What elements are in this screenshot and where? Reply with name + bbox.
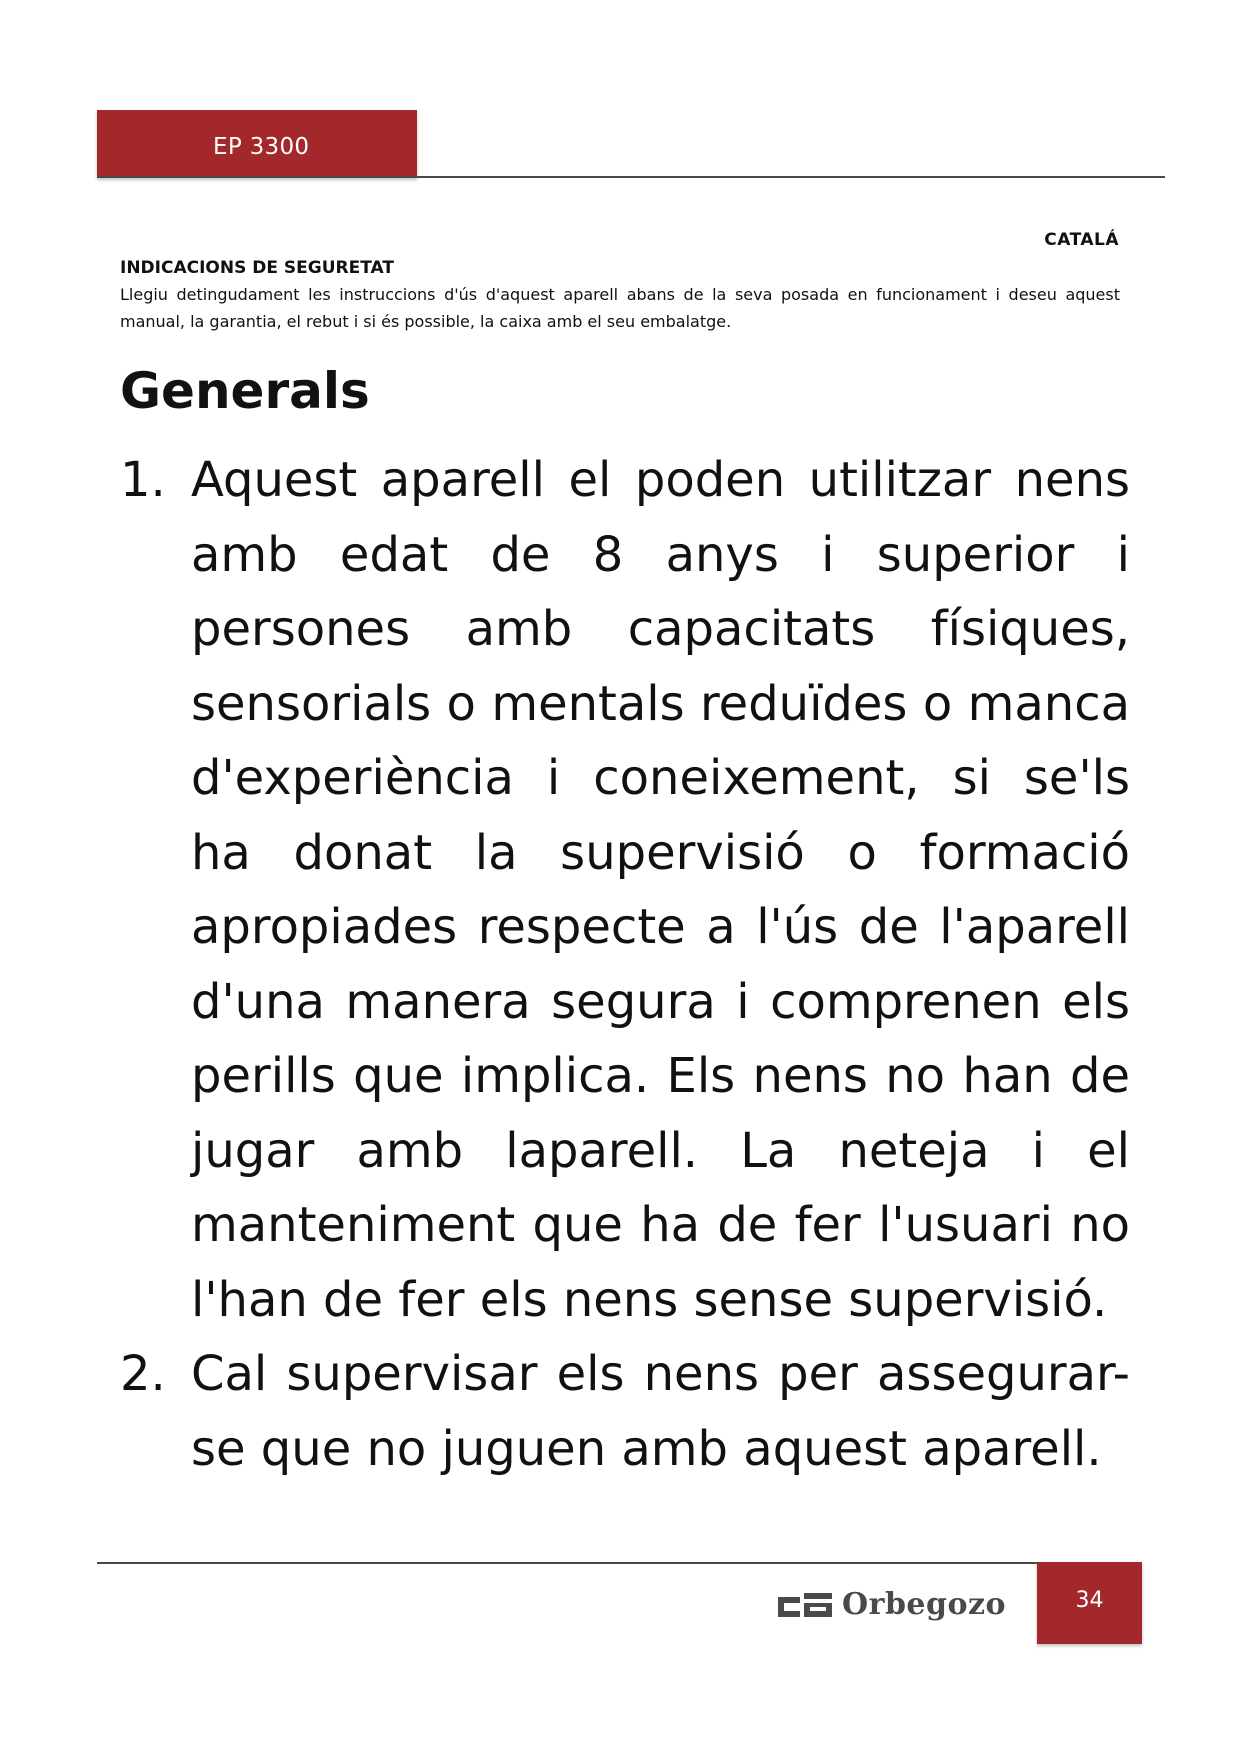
safety-rules-list [120,443,1130,1486]
safety-intro: Llegiu detingudament les instruccions d'ús d'aquest aparell abans de la seva posada en funcionament i deseu aquest manual, la garantia, el rebut i si és possible, la caixa amb el seu embalatge. [120,285,1120,331]
safety-title: INDICACIONS DE SEGURETAT [120,258,394,278]
list-item [120,1337,1130,1486]
model-label: EP 3300 [213,134,310,160]
list-item-text: Cal supervisar els nens per assegurar-se que no juguen amb aquest aparell. [191,1346,1130,1477]
list-item-number: 2. [120,1346,166,1402]
brand-logo [778,1587,1018,1631]
section-title: Generals [120,362,370,420]
list-item [120,443,1130,1337]
header-divider [97,176,1165,178]
page-number: 34 [1075,1588,1104,1613]
list-item-text: Aquest aparell el poden utilitzar nens amb edat de 8 anys i superior i persones amb capacitats físiques, sensorials o mentals reduïdes o manca d'experiència i coneixement, si se'ls ha donat la supervisió o formació apropiades respecte a l'ús de l'aparell d'una manera segura i comprenen els perills que implica. Els nens no han de jugar amb laparell. La neteja i el manteniment que ha de fer l'usuari no l'han de fer els nens sense supervisió. [191,452,1130,1328]
header-model-tab [97,110,417,178]
brand-name: Orbegozo [842,1587,1007,1622]
page-number-box [1037,1562,1142,1644]
footer-divider [97,1562,1037,1564]
orbegozo-logo-icon [778,1591,834,1621]
list-item-number: 1. [120,452,166,508]
language-label: CATALÁ [1044,230,1119,250]
